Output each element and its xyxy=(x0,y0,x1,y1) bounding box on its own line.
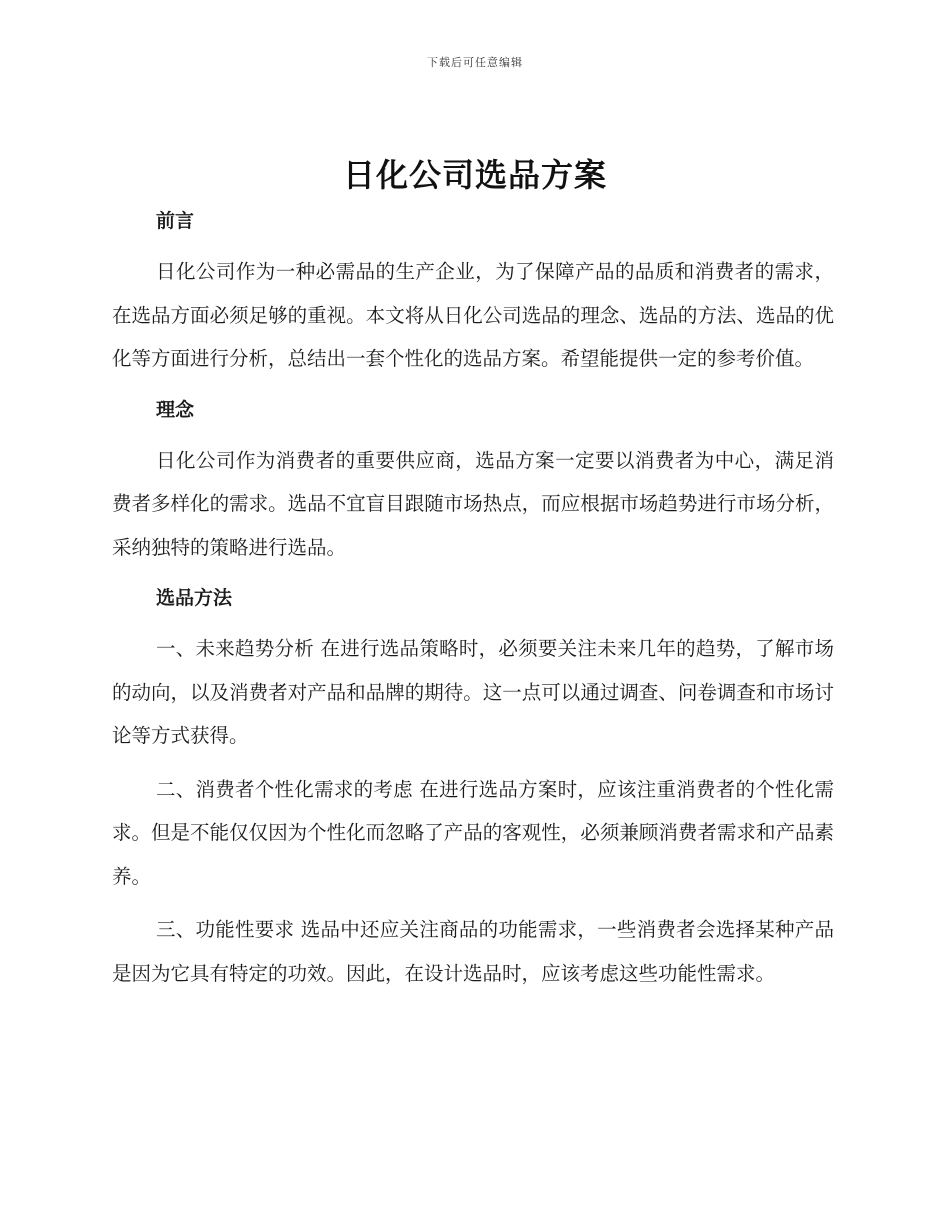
paragraph-preface: 日化公司作为一种必需品的生产企业，为了保障产品的品质和消费者的需求，在选品方面必须足够的重视。本文将从日化公司选品的理念、选品的方法、选品的优化等方面进行分析，总结出一套个性化的选品方案。希望能提供一定的参考价值。 xyxy=(112,260,834,370)
paragraph-method-1: 一、未来趋势分析 在进行选品策略时，必须要关注未来几年的趋势，了解市场的动向，以及消费者对产品和品牌的期待。这一点可以通过调查、问卷调查和市场讨论等方式获得。 xyxy=(112,637,834,747)
header-note: 下载后可任意编辑 xyxy=(427,56,523,69)
paragraph-method-3: 三、功能性要求 选品中还应关注商品的功能需求，一些消费者会选择某种产品是因为它具有特定的功效。因此，在设计选品时，应该考虑这些功能性需求。 xyxy=(112,918,834,985)
document-body xyxy=(112,202,834,1005)
document-title: 日化公司选品方案 xyxy=(342,156,607,194)
section-heading-preface: 前言 xyxy=(156,210,195,232)
section-heading-concept: 理念 xyxy=(156,398,195,421)
paragraph-method-2: 二、消费者个性化需求的考虑 在进行选品方案时，应该注重消费者的个性化需求。但是不能仅仅因为个性化而忽略了产品的客观性，必须兼顾消费者需求和产品素养。 xyxy=(112,777,834,888)
paragraph-concept: 日化公司作为消费者的重要供应商，选品方案一定要以消费者为中心，满足消费者多样化的需求。选品不宜盲目跟随市场热点，而应根据市场趋势进行市场分析，采纳独特的策略进行选品。 xyxy=(112,448,834,559)
section-heading-methods: 选品方法 xyxy=(156,587,233,609)
